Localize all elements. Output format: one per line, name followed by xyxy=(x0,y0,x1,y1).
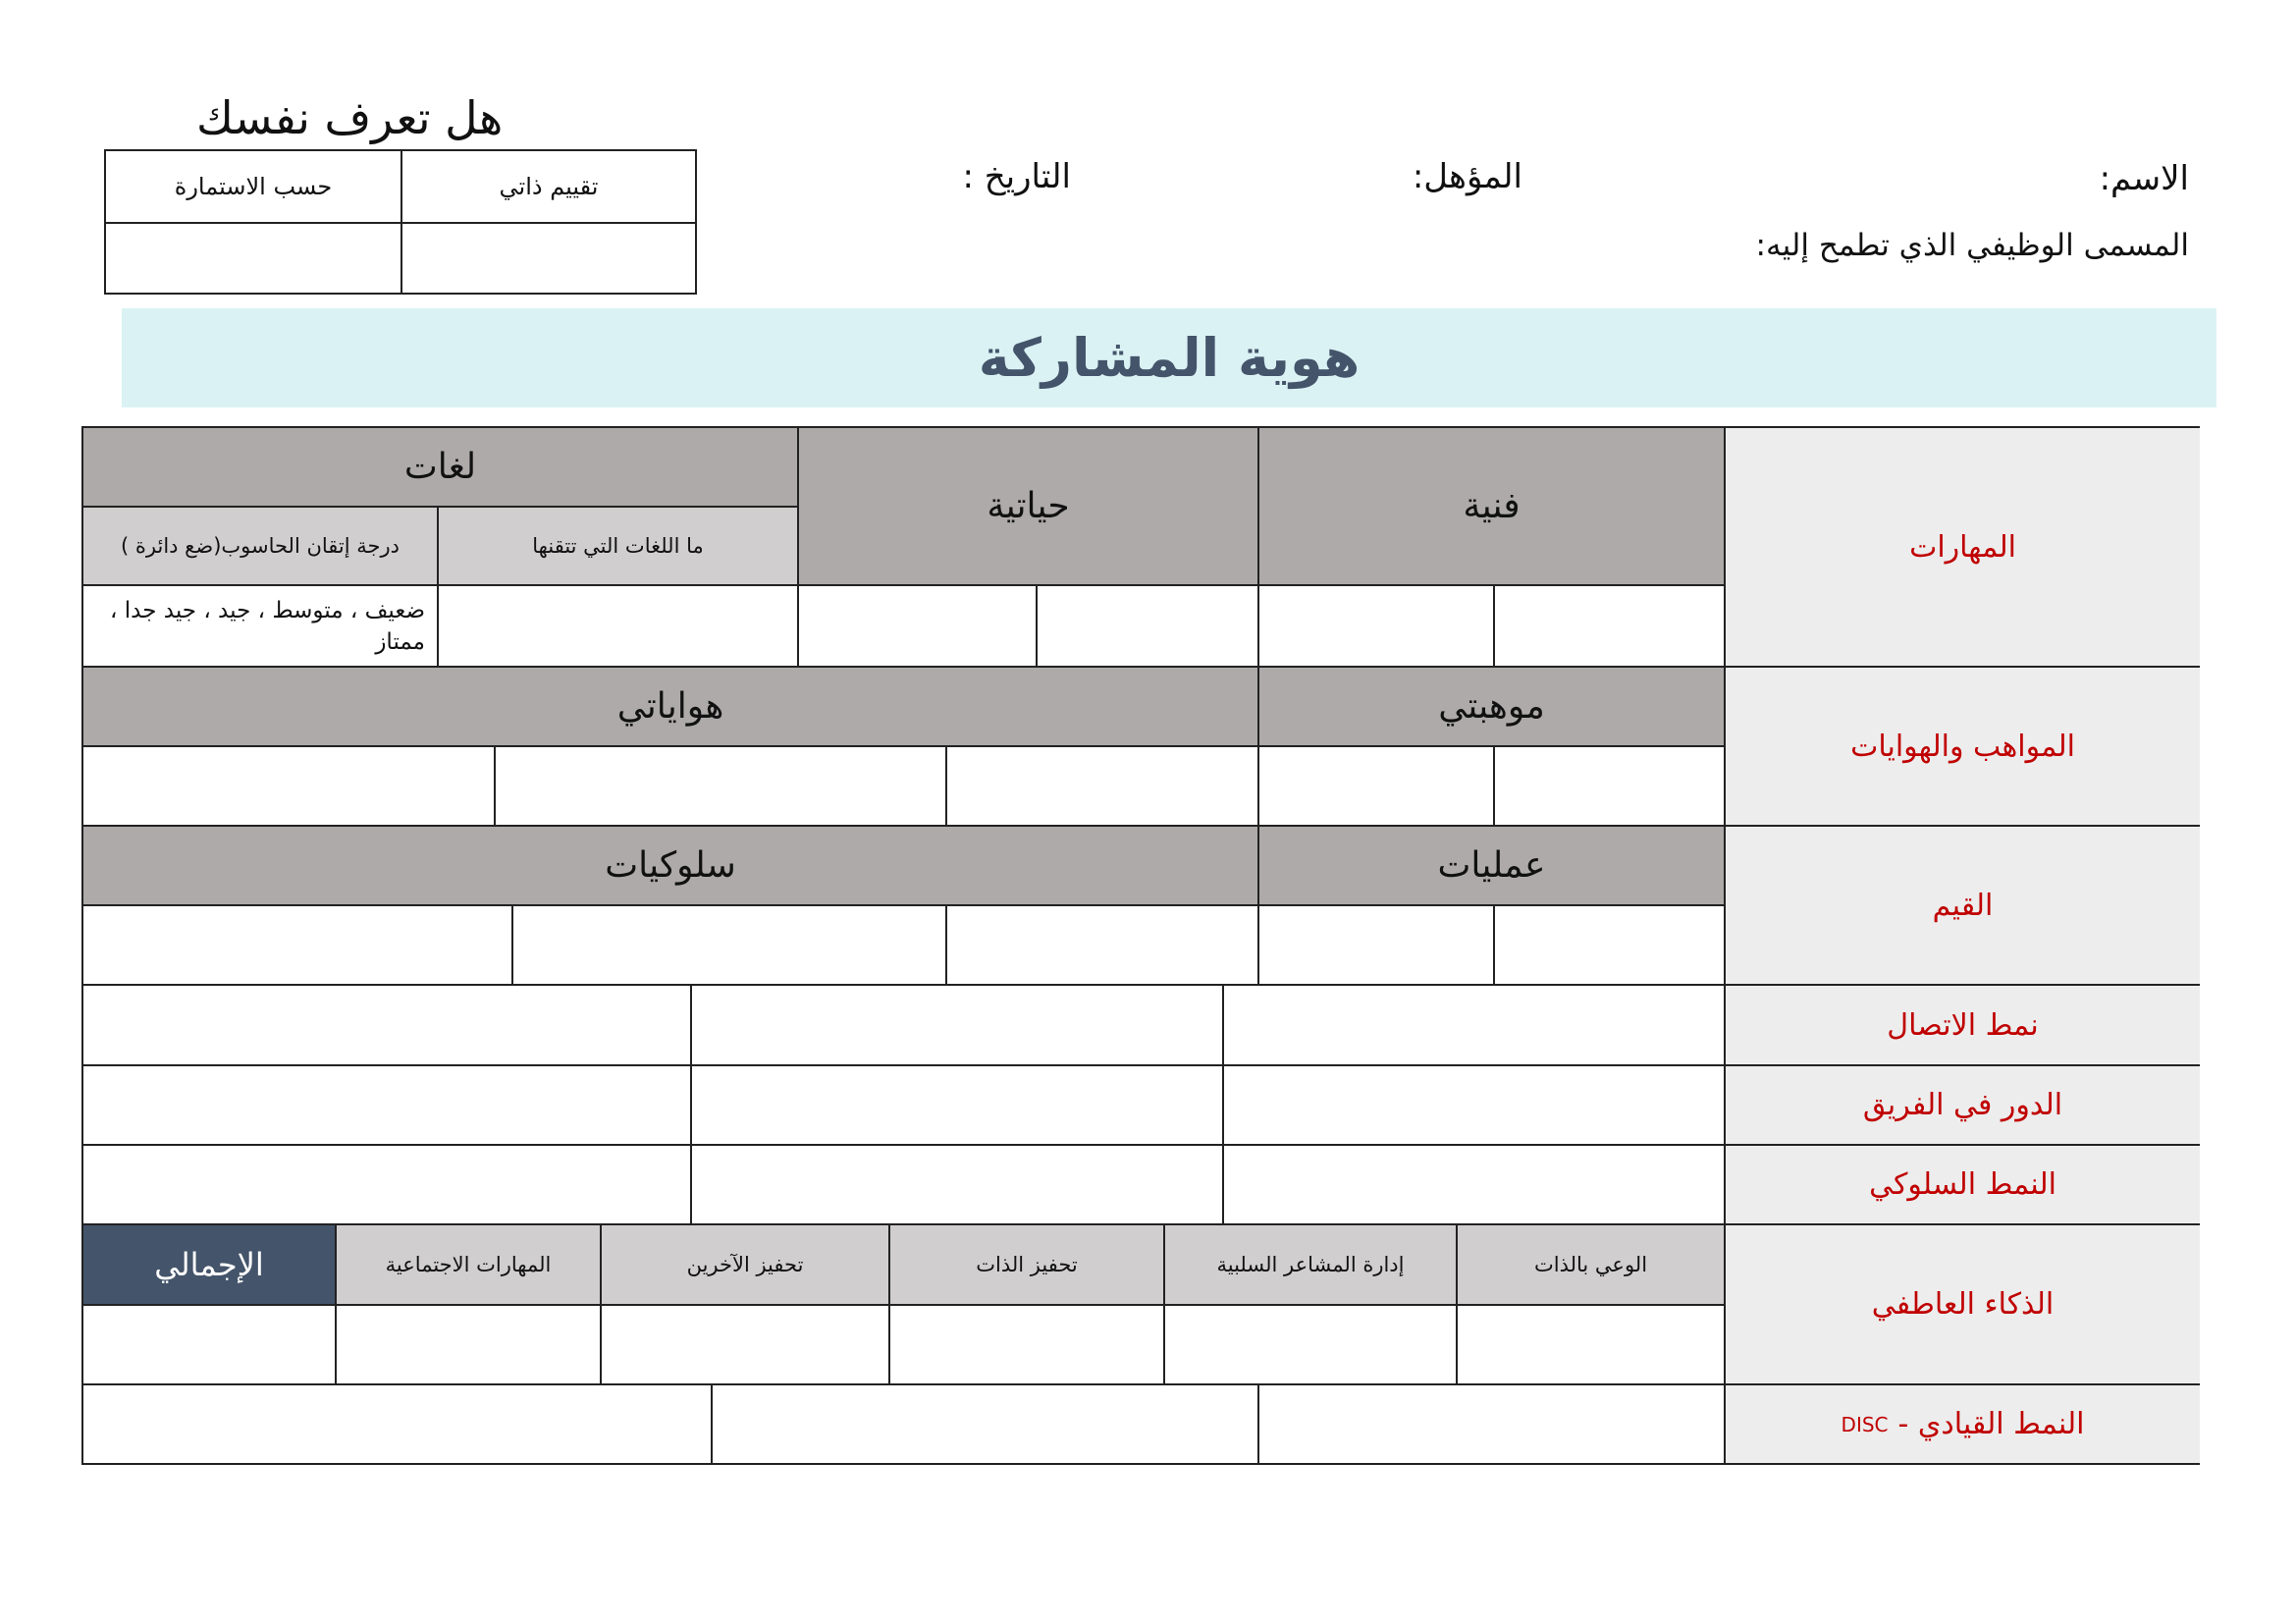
row-label-talents: المواهب والهوايات xyxy=(1726,668,2200,827)
life-skill-cell-1[interactable] xyxy=(1038,586,1259,668)
behavioral-value-cell-2[interactable] xyxy=(513,906,947,986)
behavioral-value-cell-3[interactable] xyxy=(83,906,513,986)
row-label-team-role: الدور في الفريق xyxy=(1726,1066,2200,1146)
team-role-cell-1[interactable] xyxy=(1224,1066,1726,1146)
leadership-label: النمط القيادي - xyxy=(1897,1407,2085,1441)
behavioral-style-cell-2[interactable] xyxy=(692,1146,1224,1225)
row-label-communication: نمط الاتصال xyxy=(1726,986,2200,1066)
life-skill-cell-2[interactable] xyxy=(799,586,1038,668)
leadership-cell-1[interactable] xyxy=(1259,1385,1726,1463)
by-form-header: حسب الاستمارة xyxy=(106,151,400,224)
practical-values-header: عمليات xyxy=(1259,827,1726,906)
row-label-skills: المهارات xyxy=(1726,428,2200,668)
leadership-cell-3[interactable] xyxy=(83,1385,713,1463)
row-label-ei: الذكاء العاطفي xyxy=(1726,1225,2200,1385)
ei-self-motivation-cell[interactable] xyxy=(890,1306,1165,1385)
row-label-behavioral: النمط السلوكي xyxy=(1726,1146,2200,1225)
job-title-label: المسمى الوظيفي الذي تطمح إليه: xyxy=(1755,228,2189,263)
languages-known-cell[interactable] xyxy=(439,586,799,668)
section-band xyxy=(122,308,2216,407)
behavioral-value-cell-1[interactable] xyxy=(947,906,1259,986)
hobby-cell-1[interactable] xyxy=(947,747,1259,827)
skills-life-header: حياتية xyxy=(799,428,1259,586)
communication-cell-3[interactable] xyxy=(83,986,692,1066)
behavioral-style-cell-1[interactable] xyxy=(1224,1146,1726,1225)
ei-self-awareness-cell[interactable] xyxy=(1458,1306,1726,1385)
hobby-cell-3[interactable] xyxy=(83,747,496,827)
ei-total-cell[interactable] xyxy=(83,1306,337,1385)
practical-value-cell-2[interactable] xyxy=(1259,906,1495,986)
my-talent-header: موهبتي xyxy=(1259,668,1726,747)
my-hobbies-header: هواياتي xyxy=(83,668,1259,747)
skills-technical-header: فنية xyxy=(1259,428,1726,586)
ei-self-awareness-header: الوعي بالذات xyxy=(1458,1225,1726,1306)
team-role-cell-3[interactable] xyxy=(83,1066,692,1146)
qualification-label: المؤهل: xyxy=(1412,157,1522,196)
self-assessment-value[interactable] xyxy=(400,224,695,293)
communication-cell-2[interactable] xyxy=(692,986,1224,1066)
leadership-cell-2[interactable] xyxy=(713,1385,1259,1463)
technical-skill-cell-2[interactable] xyxy=(1259,586,1495,668)
leadership-disc: DISC xyxy=(1841,1412,1889,1436)
behavioral-values-header: سلوكيات xyxy=(83,827,1259,906)
name-label: الاسم: xyxy=(2099,159,2189,198)
skills-languages-header: لغات xyxy=(83,428,799,508)
by-form-value[interactable] xyxy=(106,224,400,293)
ei-self-motivation-header: تحفيز الذات xyxy=(890,1225,1165,1306)
talent-cell-1[interactable] xyxy=(1495,747,1726,827)
ei-social-skills-header: المهارات الاجتماعية xyxy=(337,1225,602,1306)
date-label: التاريخ : xyxy=(962,157,1071,196)
ei-social-skills-cell[interactable] xyxy=(337,1306,602,1385)
communication-cell-1[interactable] xyxy=(1224,986,1726,1066)
ei-negative-emotions-cell[interactable] xyxy=(1165,1306,1458,1385)
ei-motivating-others-cell[interactable] xyxy=(602,1306,890,1385)
row-label-leadership xyxy=(1726,1385,2200,1463)
ei-motivating-others-header: تحفيز الآخرين xyxy=(602,1225,890,1306)
self-assessment-header: تقييم ذاتي xyxy=(400,151,695,224)
ei-negative-emotions-header: إدارة المشاعر السلبية xyxy=(1165,1225,1458,1306)
team-role-cell-2[interactable] xyxy=(692,1066,1224,1146)
computer-scale-cell[interactable]: ضعيف ، متوسط ، جيد ، جيد جدا ، ممتاز xyxy=(83,586,439,668)
hobby-cell-2[interactable] xyxy=(496,747,947,827)
practical-value-cell-1[interactable] xyxy=(1495,906,1726,986)
score-table xyxy=(104,149,697,295)
identity-grid xyxy=(81,426,2200,1465)
ei-total-header: الإجمالي xyxy=(83,1225,337,1306)
row-label-values: القيم xyxy=(1726,827,2200,986)
page-title: هل تعرف نفسك xyxy=(196,91,504,144)
technical-skill-cell-1[interactable] xyxy=(1495,586,1726,668)
behavioral-style-cell-3[interactable] xyxy=(83,1146,692,1225)
talent-cell-2[interactable] xyxy=(1259,747,1495,827)
languages-known-header: ما اللغات التي تتقنها xyxy=(439,508,799,586)
section-title: هوية المشاركة xyxy=(978,327,1361,389)
computer-level-header: درجة إتقان الحاسوب(ضع دائرة ) xyxy=(83,508,439,586)
